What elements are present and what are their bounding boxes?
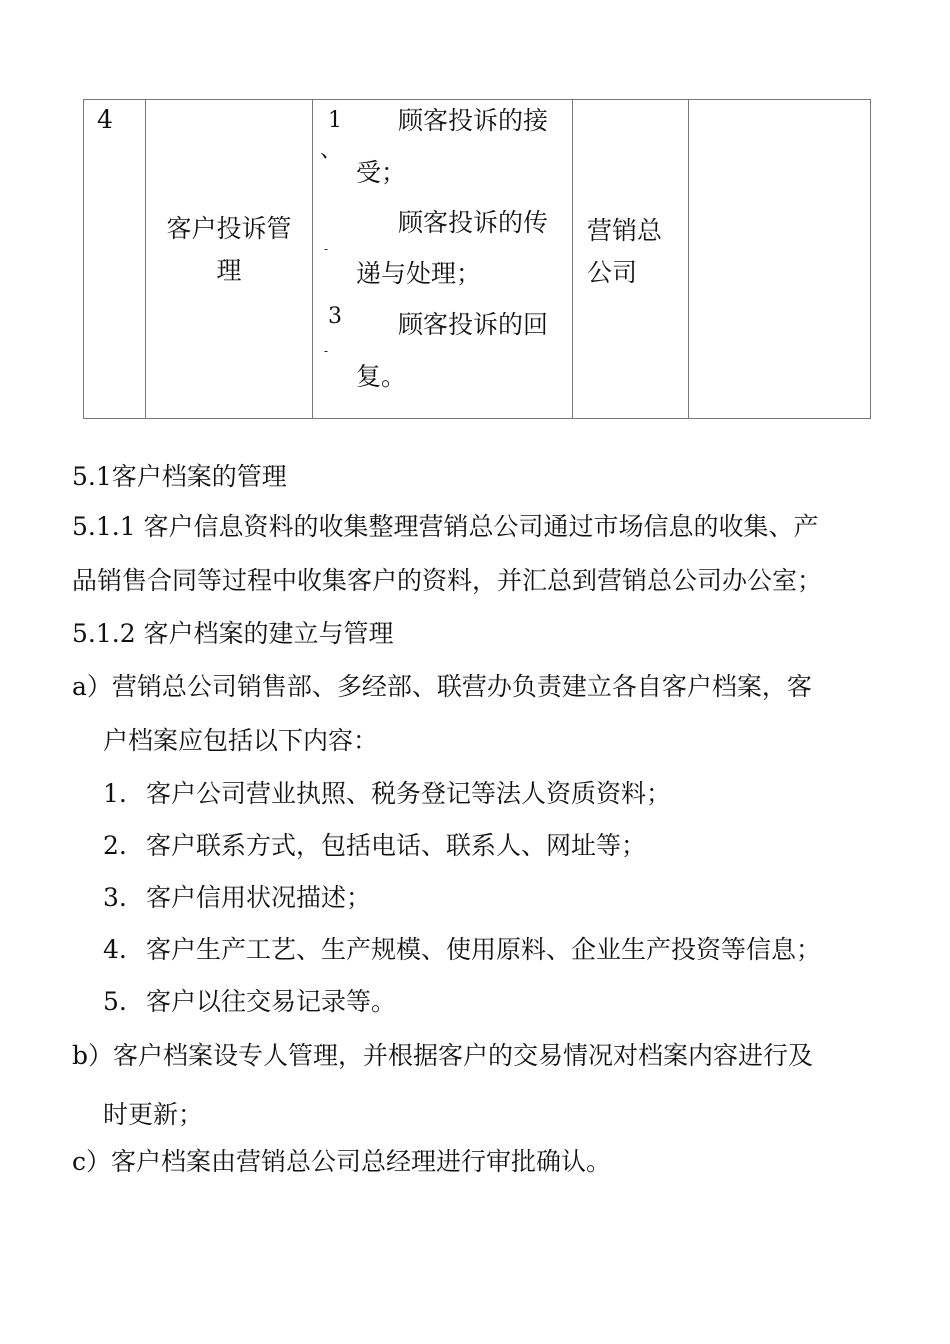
paragraph-line: a）营销总公司销售部、多经部、联营办负责建立各自客户档案，客 [72,672,812,701]
subsection-heading: 5.1.2 客户档案的建立与管理 [72,619,394,648]
step-mark: - [324,242,329,256]
list-item-number: 2. [103,831,127,860]
department-cell [587,210,697,294]
paragraph-line: b）客户档案设专人管理，并根据客户的交易情况对档案内容进行及 [72,1041,814,1070]
step-text: 顾客投诉的传 [398,208,549,237]
paragraph-line: 户档案应包括以下内容： [103,726,379,755]
item-name-cell [146,208,312,292]
department-line: 公司 [587,258,638,287]
step-mark: - [324,344,329,358]
row-number: 4 [97,105,113,134]
step-number: 3 [328,304,342,329]
table-divider [572,100,573,418]
list-item-text: 客户联系方式，包括电话、联系人、网址等； [146,831,647,860]
paragraph-line: 品销售合同等过程中收集客户的资料，并汇总到营销总公司办公室； [72,566,823,595]
step-text: 顾客投诉的接 [398,106,549,135]
paragraph-line: 时更新； [103,1100,204,1129]
step-number: 1 [328,108,342,133]
step-text: 递与处理； [356,259,482,288]
step-text: 顾客投诉的回 [398,310,549,339]
section-heading: 5.1客户档案的管理 [72,462,287,491]
item-name-line: 客户投诉管 [166,214,292,243]
list-item-number: 1. [103,779,127,808]
list-item-text: 客户公司营业执照、税务登记等法人资质资料； [146,779,672,808]
list-item-number: 5. [103,987,127,1016]
list-item-number: 3. [103,883,127,912]
list-item-text: 客户生产工艺、生产规模、使用原料、企业生产投资等信息； [146,935,822,964]
step-mark: 、 [320,138,343,163]
department-line: 营销总 [587,216,663,245]
step-text: 受； [356,158,407,187]
list-item-number: 4. [103,935,127,964]
responsibility-table [83,99,871,419]
item-name-line: 理 [216,256,242,285]
list-item-text: 客户以往交易记录等。 [146,987,397,1016]
list-item-text: 客户信用状况描述； [146,883,372,912]
step-text: 复。 [356,362,407,391]
paragraph-line: 5.1.1 客户信息资料的收集整理营销总公司通过市场信息的收集、产 [72,512,819,541]
table-divider [312,100,313,418]
paragraph-line: c）客户档案由营销总公司总经理进行审批确认。 [72,1147,612,1176]
